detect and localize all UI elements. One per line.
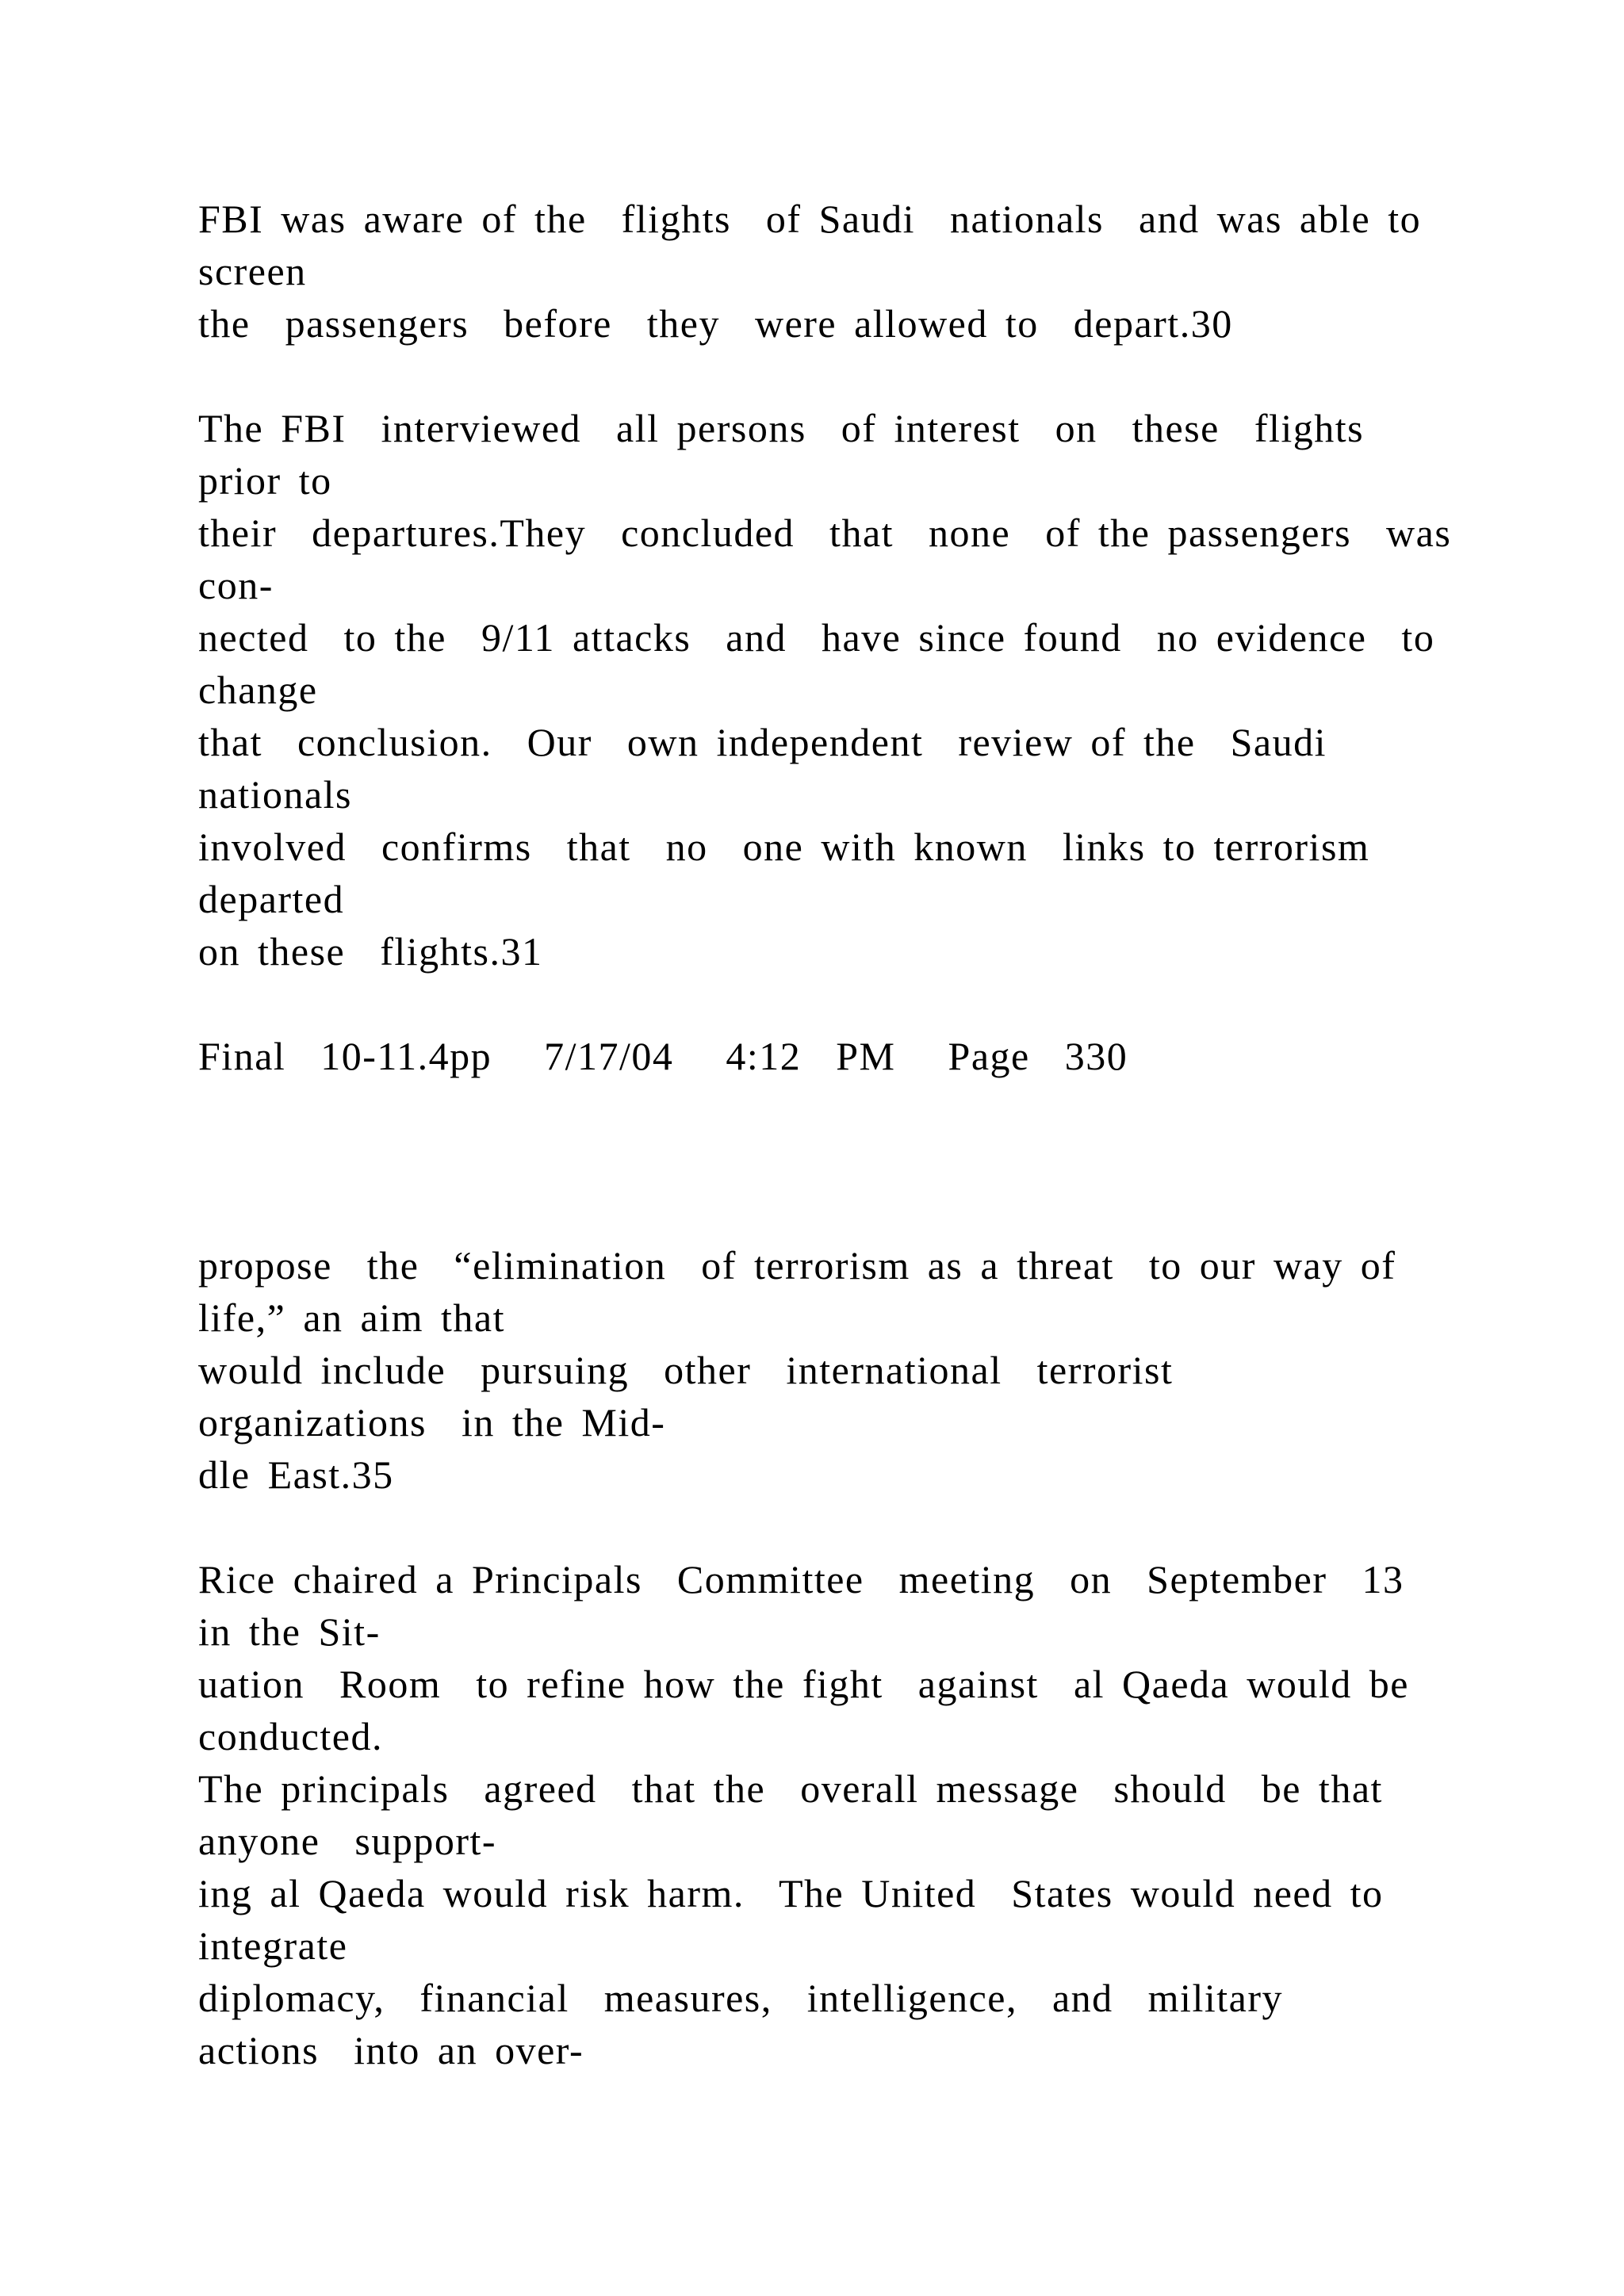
text-line: that conclusion. Our own independent review of the Saudi	[198, 720, 1327, 764]
text-line: nationals	[198, 772, 353, 817]
text-line: anyone support-	[198, 1819, 497, 1863]
text-line: change	[198, 668, 318, 712]
text-line: involved confirms that no one with known links to terrorism	[198, 825, 1370, 869]
text-line: nected to the 9/11 attacks and have since found no evidence to	[198, 615, 1435, 660]
text-line: screen	[198, 249, 307, 293]
text-line: organizations in the Mid-	[198, 1400, 666, 1445]
text-line: diplomacy, financial measures, intelligence, and military	[198, 1976, 1283, 2020]
text-line: the passengers before they were allowed to depart.30	[198, 301, 1233, 346]
page-footer-line: Final 10-11.4pp 7/17/04 4:12 PM Page 330	[198, 1034, 1128, 1078]
text-line: actions into an over-	[198, 2028, 584, 2072]
text-line: The FBI interviewed all persons of interest on these flights	[198, 406, 1365, 450]
text-line: Rice chaired a Principals Committee meeting on September 13	[198, 1557, 1404, 1601]
text-line: The principals agreed that the overall message should be that	[198, 1766, 1383, 1811]
text-line: uation Room to refine how the fight against al Qaeda would be	[198, 1662, 1409, 1706]
text-line: conducted.	[198, 1714, 383, 1758]
text-line: on these flights.31	[198, 929, 543, 974]
text-line: dle East.35	[198, 1452, 394, 1497]
text-line: their departures.They concluded that none of the passengers was	[198, 511, 1452, 555]
text-line: life,” an aim that	[198, 1295, 505, 1340]
text-line: ing al Qaeda would risk harm. The United States would need to	[198, 1871, 1384, 1915]
text-line: propose the “elimination of terrorism as a threat to our way of	[198, 1243, 1396, 1288]
text-line: con-	[198, 563, 274, 607]
text-line: departed	[198, 877, 345, 921]
text-line: would include pursuing other international terrorist	[198, 1348, 1174, 1392]
text-line: FBI was aware of the flights of Saudi nationals and was able to	[198, 197, 1422, 241]
text-line: integrate	[198, 1923, 348, 1968]
text-line: in the Sit-	[198, 1609, 381, 1654]
text-line: prior to	[198, 458, 332, 503]
